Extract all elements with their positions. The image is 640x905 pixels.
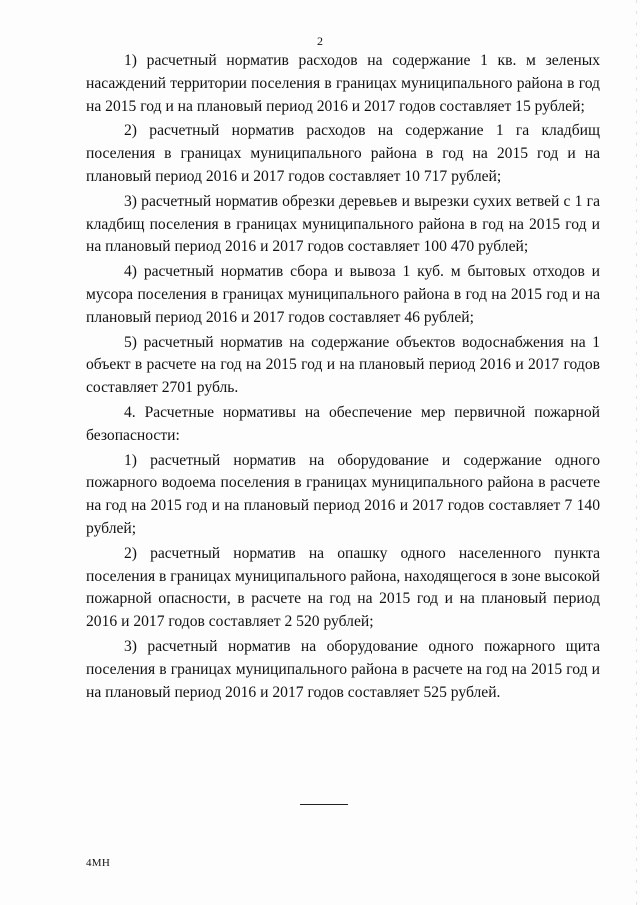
paragraph-item-5: 5) расчетный норматив на содержание объектов водоснабжения на 1 объект в расчете на год на 2015 год и на плановый период 2016 и 2017 годов составляет 2701 рубль. xyxy=(86,333,600,397)
page-number: 2 xyxy=(317,34,323,48)
paragraph-fire-item-1: 1) расчетный норматив на оборудование и содержание одного пожарного водоема поселения в границах муниципального района в расчете на год на 2015 год и на плановый период 2016 и 2017 годов составляет 7 140 рублей; xyxy=(86,451,600,537)
paragraph-fire-item-3: 3) расчетный норматив на оборудование одного пожарного щита поселения в границах муниципального района в расчете на год на 2015 год и на плановый период 2016 и 2017 годов составляет 525 рублей. xyxy=(86,637,600,701)
paragraph-item-4: 4) расчетный норматив сбора и вывоза 1 куб. м бытовых отходов и мусора поселения в границах муниципального района в год на 2015 год и на плановый период 2016 и 2017 годов составляет 46 рублей; xyxy=(86,263,600,326)
paragraph-item-3: 3) расчетный норматив обрезки деревьев и вырезки сухих ветвей с 1 га кладбищ поселения в границах муниципального района в год на 2015 год и на плановый период 2016 и 2017 годов составляет 100 470 рублей; xyxy=(86,192,600,256)
scan-edge-mark xyxy=(636,0,637,905)
paragraph-item-1: 1) расчетный норматив расходов на содержание 1 кв. м зеленых насаждений территории поселения в границах муниципального района в год на 2015 год и на плановый период 2016 и 2017 годов составляет 15 рублей; xyxy=(86,52,600,115)
footer-code: 4МН xyxy=(86,857,111,869)
end-separator-line xyxy=(300,804,348,805)
section-heading-4: 4. Расчетные нормативы на обеспечение мер первичной пожарной безопасности: xyxy=(86,403,600,444)
paragraph-item-2: 2) расчетный норматив расходов на содержание 1 га кладбищ поселения в границах муниципального района в год на 2015 год и на плановый период 2016 и 2017 годов составляет 10 717 рублей; xyxy=(86,122,600,185)
paragraph-fire-item-2: 2) расчетный норматив на опашку одного населенного пункта поселения в границах муниципального района, находящегося в зоне высокой пожарной опасности, в расчете на год на 2015 год и на плановый период 2016 и 2017 годов составляет 2 520 рублей; xyxy=(86,544,600,631)
end-separator-wrap xyxy=(0,804,640,805)
document-body xyxy=(86,50,600,706)
